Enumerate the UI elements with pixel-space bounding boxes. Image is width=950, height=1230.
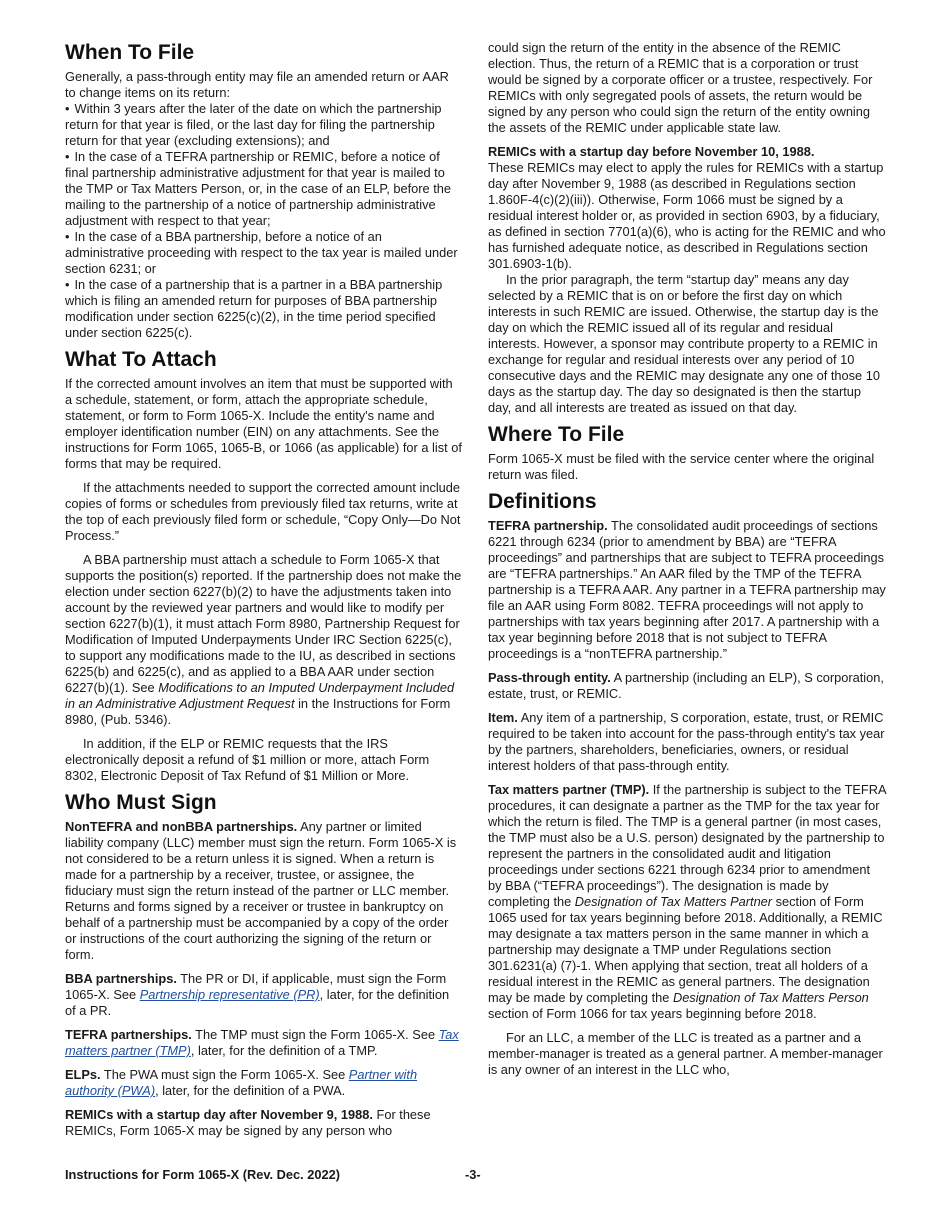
paragraph	[488, 518, 886, 662]
run-in-heading: REMICs with a startup day after November 9, 1988.	[65, 1107, 373, 1122]
bullet-item: • In the case of a TEFRA partnership or REMIC, before a notice of final partnership administrative adjustment for that year is mailed to the TMP or Tax Matters Person, or, in the case of an ELP, before the mailing to the partnership of a notice of partnership administrative adjustment with respect to that year;	[65, 149, 463, 229]
paragraph	[488, 670, 886, 702]
run-in-heading: Pass-through entity.	[488, 670, 611, 685]
paragraph-text: These REMICs may elect to apply the rules for REMICs with a startup day after November 9, 1988 (as described in Regulations section 1.860F-4(c)(2)(iii)). Otherwise, Form 1066 must be signed by a residual interest holder or, as provided in section 6903, by a fiduciary, as defined in section 7701(a)(6), who is acting for the REMIC and who has furnished adequate notice, as described in Regulations section 301.6903-1(b).	[488, 160, 886, 271]
paragraph-text: , later, for the definition of a PR.	[65, 987, 450, 1018]
section-definitions	[488, 489, 886, 1078]
paragraph-text: , later, for the definition of a TMP.	[190, 1043, 378, 1058]
paragraph	[65, 1027, 463, 1059]
paragraph	[65, 1107, 463, 1139]
bullet-item: • Within 3 years after the later of the date on which the partnership return for that year is filed, or the last day for filing the partnership return for that year (excluding extensions); and	[65, 101, 463, 149]
bullet-item: • In the case of a BBA partnership, before a notice of an administrative proceeding with respect to the tax year is mailed under section 6231; or	[65, 229, 463, 277]
paragraph-text: section of Form 1065 used for tax years beginning before 2018. Additionally, a REMIC may designate a tax matters person in the same manner in which a partnership may designate a TMP under Regulations section 301.6231(a) (7)-1. When applying that section, treat all holders of a residual interest in the REMIC as general partners. The designation may be made by completing the	[488, 894, 883, 1005]
run-in-heading: Item.	[488, 710, 518, 725]
left-column	[65, 40, 463, 1139]
run-in-heading: REMICs with a startup day before November 10, 1988.	[488, 144, 815, 159]
run-in-heading: TEFRA partnership.	[488, 518, 608, 533]
heading-definitions: Definitions	[488, 490, 597, 513]
paragraph	[488, 144, 886, 272]
paragraph	[65, 1067, 463, 1099]
run-in-heading: TEFRA partnerships.	[65, 1027, 192, 1042]
paragraph: could sign the return of the entity in the absence of the REMIC election. Thus, the return of a REMIC that is a corporation or trust would be signed by a corporate officer or a trustee, respectively. For REMICs with only segregated pools of assets, the return would be signed by any person who could sign the return of the entity owning the assets of the REMIC under applicable state law.	[488, 40, 873, 135]
heading-where-to-file: Where To File	[488, 423, 625, 446]
paragraph-text: The PR or DI, if applicable, must sign the Form 1065-X. See	[65, 971, 447, 1002]
paragraph	[488, 710, 886, 774]
paragraph	[65, 552, 463, 728]
run-in-heading: ELPs.	[65, 1067, 101, 1082]
paragraph-text: For these REMICs, Form 1065-X may be signed by any person who	[65, 1107, 431, 1138]
paragraph-text: The TMP must sign the Form 1065-X. See	[191, 1027, 439, 1042]
run-in-heading: Tax matters partner (TMP).	[488, 782, 650, 797]
link-partner-with-authority[interactable]: Partner with authority (PWA)	[65, 1067, 418, 1098]
right-column	[488, 40, 886, 1078]
paragraph: For an LLC, a member of the LLC is treated as a partner and a member-manager is treated as a general partner. A member-manager is any owner of an interest in the LLC who,	[488, 1030, 883, 1077]
paragraph-text: The consolidated audit proceedings of sections 6221 through 6234 (prior to amendment by BBA) are “TEFRA proceedings” and partnerships that are subject to TEFRA proceedings are “TEFRA partnerships.” An AAR filed by the TMP of the TEFRA partnership is a TEFRA AAR. Any partner in a TEFRA partnership may file an AAR using Form 8082. TEFRA proceedings will not apply to partnerships with tax years beginning after 2017. A partnership with a tax year beginning before 2018 that is not subject to TEFRA proceedings is a “nonTEFRA partnership.”	[488, 518, 886, 661]
page-number: -3-	[465, 1167, 481, 1182]
section-when-to-file	[65, 40, 463, 341]
link-partnership-representative[interactable]: Partnership representative (PR)	[139, 987, 320, 1002]
section-what-to-attach	[65, 347, 463, 784]
reference-title: Designation of Tax Matters Person	[672, 990, 869, 1005]
paragraph-text: A BBA partnership must attach a schedule to Form 1065-X that supports the position(s) reported. If the partnership does not make the election under section 6227(b)(2) to have the adjustments taken into account by the reviewed year partners and would like to modify per section 6227(b)(1), it must attach Form 8980, Partnership Request for Modification of Imputed Underpayments Under IRC Section 6225(c), to support any modifications made to the IU, as described in sections 6225(b) and 6225(c), and as applied to a BBA AAR under section 6227(b)(1). See	[65, 552, 462, 695]
paragraph: If the attachments needed to support the corrected amount include copies of forms or schedules from previously filed tax returns, write at the top of each previously filed form or schedule, “Copy Only—Do Not Process.”	[65, 480, 461, 543]
paragraph-text: in the Instructions for Form 8980, (Pub. 5346).	[65, 696, 451, 727]
paragraph: If the corrected amount involves an item that must be supported with a schedule, statement, or form, attach the appropriate schedule, statement, or form to Form 1065-X. Include the entity's name and employer identification number (EIN) on any attachments. See the instructions for Form 1065, 1065-B, or 1066 (as applicable) for a list of forms that may be required.	[65, 376, 462, 471]
heading-when-to-file: When To File	[65, 41, 195, 64]
paragraph: In addition, if the ELP or REMIC requests that the IRS electronically deposit a refund of $1 million or more, attach Form 8302, Electronic Deposit of Tax Refund of $1 Million or More.	[65, 736, 430, 783]
heading-who-must-sign: Who Must Sign	[65, 791, 217, 814]
paragraph: Form 1065-X must be filed with the service center where the original return was filed.	[488, 451, 875, 482]
paragraph: In the prior paragraph, the term “startup day” means any day selected by a REMIC that is on or before the first day on which interests in such REMIC are issued. Otherwise, the startup day is the day on which the REMIC issued all of its regular and residual interests. However, a sponsor may contribute property to a REMIC in exchange for regular and residual interests over any period of 10 consecutive days and the REMIC may designate any one of those 10 days as the startup day. The day so designated is then the startup day, and all interests are treated as issued on that day.	[488, 272, 880, 415]
reference-title: Designation of Tax Matters Partner	[574, 894, 773, 909]
bullet-item: • In the case of a partnership that is a partner in a BBA partnership which is filing an amended return for purposes of BBA partnership modification under section 6225(c)(2), in the time period specified under section 6225(c).	[65, 277, 463, 341]
paragraph-text: Any partner or limited liability company (LLC) member must sign the return. Form 1065-X is not considered to be a return unless it is signed. When a return is made for a partnership by a receiver, trustee, or assignee, the fiduciary must sign the return instead of the partner or LLC member. Returns and forms signed by a receiver or trustee in bankruptcy on behalf of a partnership must be accompanied by a copy of the order or instructions of the court authorizing the signing of the return or form.	[65, 819, 457, 962]
paragraph	[65, 971, 463, 1019]
heading-what-to-attach: What To Attach	[65, 348, 217, 371]
paragraph-text: section of Form 1066 for tax years beginning before 2018.	[488, 1006, 817, 1021]
paragraph: Generally, a pass-through entity may file an amended return or AAR to change items on its return:	[65, 69, 449, 100]
paragraph-text: If the partnership is subject to the TEFRA procedures, it can designate a partner as the TMP for the tax year for which the return is filed. The TMP is a general partner (in most cases, the TMP must also be a U.S. person) designated by the partnership to represent the partners in the consolidated audit and litigation proceedings under sections 6221 through 6234 prior to amendment by BBA (“TEFRA proceedings”). The designation is made by completing the	[488, 782, 886, 909]
paragraph	[488, 782, 886, 1022]
paragraph-text: Any item of a partnership, S corporation, estate, trust, or REMIC required to be taken into account for the pass-through entity's tax year by the partners, shareholders, beneficiaries, owners, or residual interest holders of that pass-through entity.	[488, 710, 885, 773]
run-in-heading: NonTEFRA and nonBBA partnerships.	[65, 819, 298, 834]
link-tax-matters-partner[interactable]: Tax matters partner (TMP)	[65, 1027, 459, 1058]
section-who-must-sign	[65, 790, 463, 1139]
paragraph-text: The PWA must sign the Form 1065-X. See	[100, 1067, 349, 1082]
section-where-to-file	[488, 422, 886, 483]
paragraph-text: A partnership (including an ELP), S corporation, estate, trust, or REMIC.	[488, 670, 884, 701]
reference-title: Modifications to an Imputed Underpayment Included in an Administrative Adjustment Request	[65, 680, 455, 711]
run-in-heading: BBA partnerships.	[65, 971, 177, 986]
footer-form-title: Instructions for Form 1065-X (Rev. Dec. 2022)	[65, 1167, 340, 1182]
paragraph-text: , later, for the definition of a PWA.	[155, 1083, 346, 1098]
paragraph	[65, 819, 463, 963]
